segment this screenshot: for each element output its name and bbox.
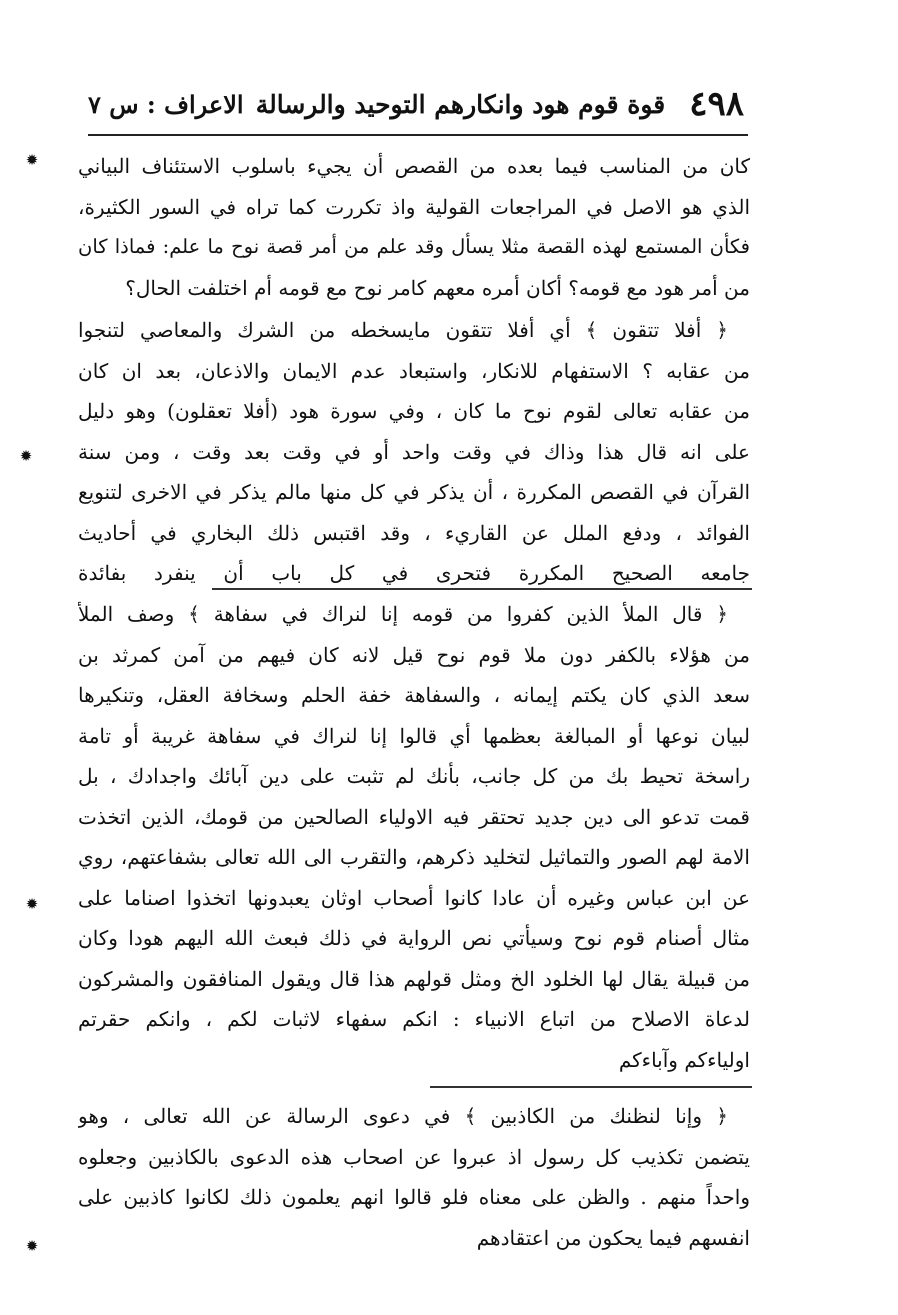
text-line: جامعه الصحيح المكررة فتحرى في كل باب أن ينفرد بفائدة [78,561,750,585]
text-line: واحداً منهم . والظن على معناه فلو قالوا انهم يعلمون ذلك لكانوا كاذبين على [78,1185,750,1209]
text-line: لدعاة الاصلاح من اتباع الانبياء : انكم سفهاء لاثبات لكم ، وانكم حقرتم [78,1007,750,1031]
text-line: ﴿ قال الملأ الذين كفروا من قومه إنا لنراك في سفاهة ﴾ وصف الملأ [78,602,728,626]
running-header [88,78,744,130]
paragraph-1 [78,146,750,308]
running-title: قوة قوم هود وانكارهم التوحيد والرسالة [255,89,666,119]
text-line: لبيان نوعها أو المبالغة بعظمها أي قالوا إنا لنراك في سفاهة غريبة أو تامة [78,723,750,748]
text-line: من قبيلة يقال لها الخلود الخ ومثل قولهم هذا قال ويقول المنافقون والمشركون [78,966,750,991]
separator-rule [430,1086,752,1088]
margin-bullet-icon [18,448,34,464]
margin-bullet-icon [24,896,40,912]
margin-bullet-icon [24,152,40,168]
paragraph-2 [78,310,750,594]
text-line: قمت تدعو الى دين جديد تحتقر فيه الاولياء الصالحين من قومك، الذين اتخذت [78,804,750,829]
text-line: من عقابه ؟ الاستفهام للانكار، واستبعاد عدم الايمان والاذعان، بعد ان كان [78,358,750,383]
text-line: انفسهم فيما يحكون من اعتقادهم [476,1225,750,1250]
text-line: الذي هو الاصل في المراجعات القولية واذ تكررت كما تراه في السور الكثيرة، [78,194,750,219]
text-line: من عقابه تعالى لقوم نوح ما كان ، وفي سورة هود (أفلا تعقلون) وهو دليل [78,399,750,423]
text-line: الامة لهم الصور والتماثيل لتخليد ذكرهم، والتقرب الى الله تعالى بشفاعتهم، روي [78,845,750,869]
text-line: الفوائد ، ودفع الملل عن القاريء ، وقد اقتبس ذلك البخاري في أحاديث [78,520,750,545]
surah-reference: الاعراف : س ٧ [88,89,244,119]
text-line: من هؤلاء بالكفر دون ملا قوم نوح قيل لانه كان فيهم من آمن كمرثد بن [78,642,750,667]
text-line: من أمر هود مع قومه؟ أكان أمره معهم كامر نوح مع قومه أم اختلفت الحال؟ [125,275,750,300]
paragraph-4 [78,1096,750,1258]
text-line: القرآن في القصص المكررة ، أن يذكر في كل منها مالم يذكر في الاخرى لتنويع [78,480,750,504]
text-line: اولياءكم وآباءكم [618,1047,750,1072]
page-number: ٤٩٨ [689,84,744,124]
text-line: يتضمن تكذيب كل رسول اذ عبروا عن اصحاب هذه الدعوى بالكاذبين وجعلوه [78,1144,750,1169]
margin-bullet-icon [24,1238,40,1254]
text-line: مثال أصنام قوم نوح وسيأتي نص الرواية في ذلك فبعث الله اليهم هودا وكان [78,926,750,950]
text-line: راسخة تحيط بك من كل جانب، بأنك لم تثبت على دين آبائك واجدادك ، بل [78,764,750,788]
text-line: ﴿ وإنا لنظنك من الكاذبين ﴾ في دعوى الرسالة عن الله تعالى ، وهو [78,1104,728,1128]
paragraph-3 [78,594,750,1080]
text-line: فكأن المستمع لهذه القصة مثلا يسأل وقد علم من أمر قصة نوح ما علم: فماذا كان [78,235,750,258]
text-line: كان من المناسب فيما بعده من القصص أن يجيء باسلوب الاستئناف البياني [78,154,750,178]
text-line: على انه قال هذا وذاك في وقت واحد أو في وقت بعد وقت ، ومن سنة [78,439,750,464]
separator-rule [212,588,752,590]
text-line: سعد الذي كان يكتم إيمانه ، والسفاهة خفة الحلم وسخافة العقل، وتنكيرها [78,683,750,707]
text-line: عن ابن عباس وغيره أن عادا كانوا أصحاب اوثان يعبدونها اتخذوا اصناما على [78,885,750,910]
header-rule [88,134,748,136]
text-line: ﴿ أفلا تتقون ﴾ أي أفلا تتقون مايسخطه من الشرك والمعاصي لتنجوا [78,318,728,342]
